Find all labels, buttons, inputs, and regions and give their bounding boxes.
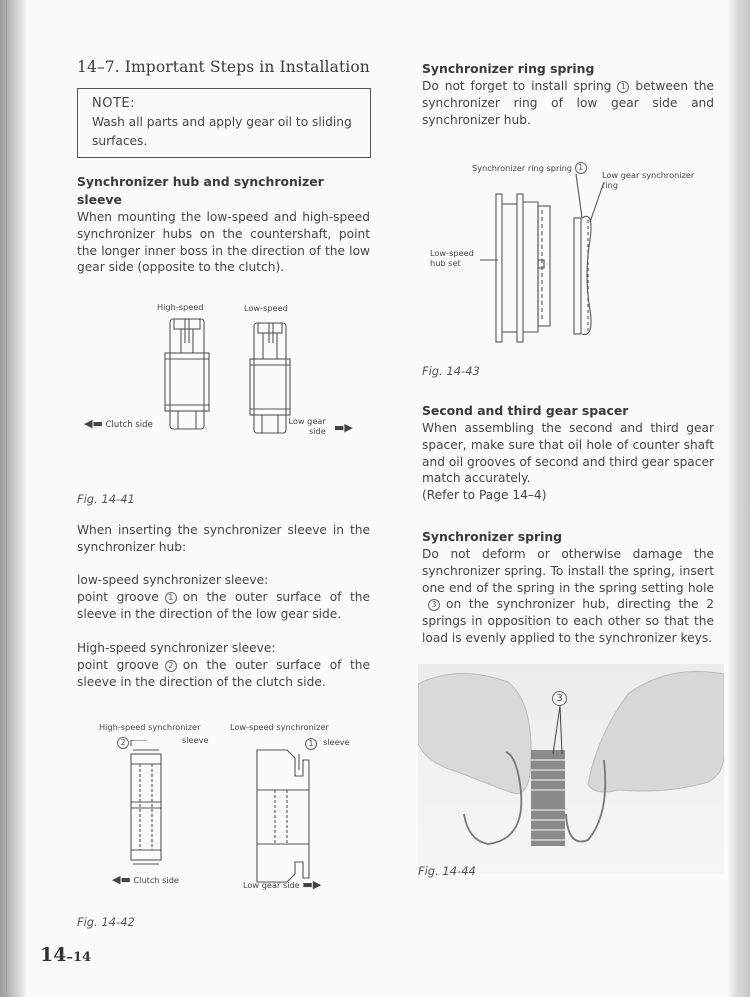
right-column xyxy=(422,60,714,128)
arrow-left-icon: ◀▬ xyxy=(112,873,131,886)
hands-spring-photo xyxy=(418,664,724,874)
clutch-side-label xyxy=(84,417,153,430)
figure-14-42 xyxy=(77,722,377,932)
callout-1-fig43: 1 xyxy=(575,162,587,174)
label-hub-set-2: hub set xyxy=(430,258,461,268)
page-edge-shadow xyxy=(728,0,750,997)
sync-spring-heading: Synchronizer spring xyxy=(422,529,563,544)
note-text: Wash all parts and apply gear oil to sliding surfaces. xyxy=(92,115,352,148)
clutch-side-text-42: Clutch side xyxy=(133,875,179,885)
label-low-sleeve: Low-speed synchronizer xyxy=(230,722,329,732)
ring-spring-text-b: between the synchronizer ring of low gear side and synchronizer hub. xyxy=(422,79,715,127)
clutch-side-label-42 xyxy=(112,873,179,886)
spacer-heading: Second and third gear spacer xyxy=(422,403,629,418)
hub-sleeve-heading: Synchronizer hub and synchronizer sleeve xyxy=(77,174,324,207)
high-sleeve-title: High-speed synchronizer sleeve: xyxy=(77,641,276,655)
callout-2: 2 xyxy=(165,660,177,672)
callout-1: 1 xyxy=(165,592,177,604)
ring-spring-text-a: Do not forget to install spring xyxy=(422,79,612,93)
gear-hub xyxy=(531,750,565,846)
label-ring-spring-text: Synchronizer ring spring xyxy=(472,163,573,173)
hub-sleeve-diagram xyxy=(77,313,377,463)
fig-14-44-caption: Fig. 14-44 xyxy=(418,864,476,878)
ring-spring-text xyxy=(422,78,714,128)
low-speed-sleeve-drawing xyxy=(257,750,309,882)
low-speed-hub-drawing xyxy=(250,323,290,433)
label-low-sleeve-2: sleeve xyxy=(323,737,350,747)
low-sleeve-title: low-speed synchronizer sleeve: xyxy=(77,573,269,587)
spacer-section xyxy=(422,402,714,504)
figure-14-44 xyxy=(418,664,724,879)
inserting-intro: When inserting the synchronizer sleeve in the synchronizer hub: xyxy=(77,523,370,554)
figure-14-41 xyxy=(77,295,377,510)
label-low-speed: Low-speed xyxy=(244,303,288,313)
hub-set-drawing xyxy=(480,194,550,342)
low-gear-side-label xyxy=(287,416,326,436)
fig-14-41-caption: Fig. 14-41 xyxy=(77,492,135,506)
arrow-left-icon: ◀▬ xyxy=(84,417,103,430)
clutch-side-text: Clutch side xyxy=(105,420,153,430)
page-number-main: 14 xyxy=(40,944,67,966)
fig-14-42-caption: Fig. 14-42 xyxy=(77,915,135,929)
sleeve-diagram xyxy=(77,740,377,890)
high-speed-sleeve-drawing xyxy=(131,740,161,864)
sync-spring-text-b: on the synchronizer hub, directing the 2 springs in opposition to each other so that the load is evenly applied to the synchronizer keys. xyxy=(422,597,714,645)
low-gear-side-text-42: Low gear side xyxy=(243,880,300,890)
page-number xyxy=(40,944,91,966)
low-text-a: point groove xyxy=(77,590,159,604)
high-text-a: point groove xyxy=(77,658,159,672)
callout-2-fig42: 2 xyxy=(117,737,129,749)
spacer-text: When assembling the second and third gear spacer, make sure that oil hole of counter shaft and oil grooves of second and third gear spacer match accurately. xyxy=(422,421,714,486)
high-speed-hub-drawing xyxy=(165,319,209,429)
spacer-refer: (Refer to Page 14–4) xyxy=(422,488,547,503)
arrow-right-icon: ▬▶ xyxy=(302,878,322,891)
low-gear-side-label-42 xyxy=(243,878,321,891)
left-column xyxy=(77,58,370,276)
section-title: 14–7. Important Steps in Installation xyxy=(77,58,370,76)
low-text-b: on the outer surface of the sleeve in the direction of the low gear side. xyxy=(77,590,370,621)
sync-spring-text-a: Do not deform or otherwise damage the synchronizer spring. To install the spring, insert one end of the spring in the spring setting hole xyxy=(422,547,714,595)
book-binding-shadow xyxy=(0,0,26,997)
note-label: NOTE: xyxy=(92,96,135,111)
page-number-sub: –14 xyxy=(66,950,92,965)
label-high-sleeve-2: sleeve xyxy=(182,735,209,745)
sync-ring-drawing xyxy=(574,174,604,335)
callout-1-ring: 1 xyxy=(617,81,629,93)
fig-14-43-caption: Fig. 14-43 xyxy=(422,364,480,378)
inserting-section xyxy=(77,522,370,691)
note-box xyxy=(77,88,371,158)
side-text: side xyxy=(309,426,326,436)
label-hub-set-1: Low-speed xyxy=(430,248,474,258)
high-text-b: on the outer surface of the sleeve in the direction of the clutch side. xyxy=(77,658,370,689)
sync-spring-text xyxy=(422,546,714,647)
figure-14-43 xyxy=(422,160,722,380)
callout-3: 3 xyxy=(428,599,440,611)
arrow-right-icon: ▬▶ xyxy=(334,421,353,434)
low-gear-text: Low gear xyxy=(288,416,326,426)
ring-spring-heading: Synchronizer ring spring xyxy=(422,61,595,76)
hub-sleeve-text: When mounting the low-speed and high-speed synchronizer hubs on the countershaft, point the longer inner boss in the direction of the low gear side (opposite to the clutch). xyxy=(77,210,370,275)
callout-1-fig42: 1 xyxy=(305,738,317,750)
label-sync-ring-2: ring xyxy=(602,180,619,190)
callout-3-fig44: 3 xyxy=(552,691,567,706)
label-high-sleeve: High-speed synchronizer xyxy=(99,722,201,732)
label-sync-ring-1: Low gear synchronizer xyxy=(602,170,695,180)
high-sleeve-text xyxy=(77,657,370,691)
sync-spring-section xyxy=(422,528,714,647)
label-high-speed: High-speed xyxy=(157,302,204,312)
low-sleeve-text xyxy=(77,589,370,623)
ring-spring-diagram xyxy=(422,160,722,360)
